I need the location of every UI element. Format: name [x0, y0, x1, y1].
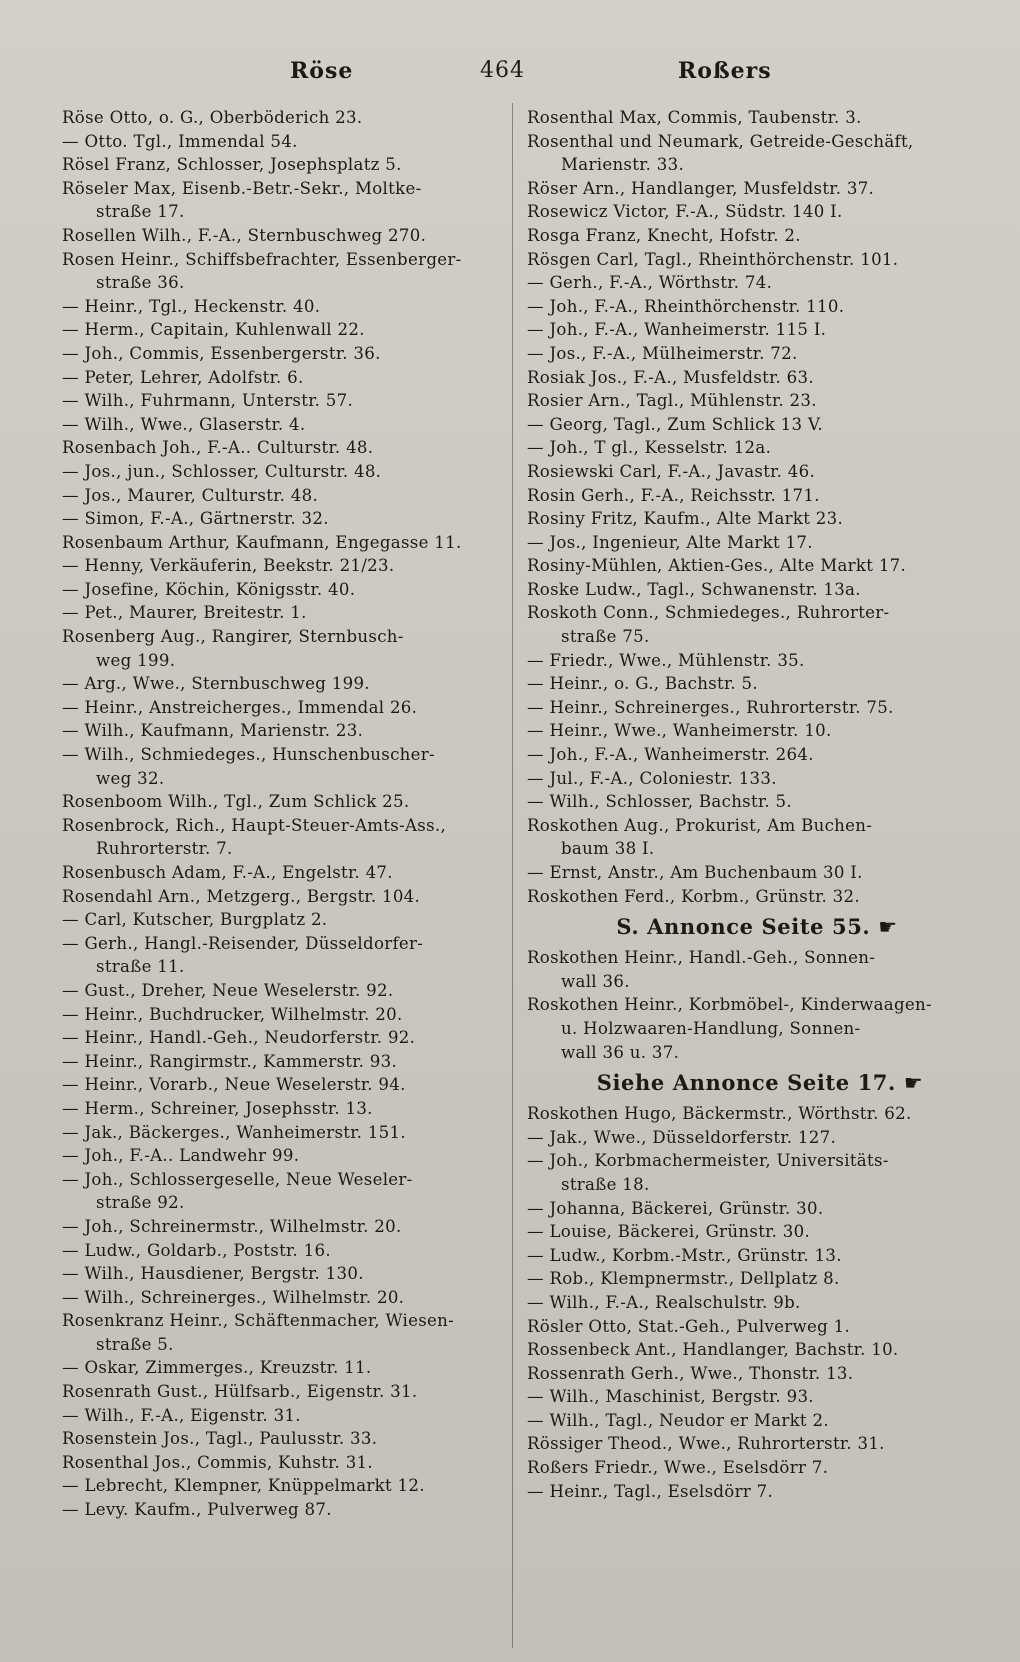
directory-entry-line: Roskothen Aug., Prokurist, Am Buchen- — [527, 815, 873, 835]
advertisement-text: Siehe Annonce Seite 17. — [596, 1070, 904, 1096]
directory-entry-line: Rosenstein Jos., Tagl., Paulusstr. 33. — [62, 1429, 378, 1449]
directory-entry-line: — Ludw., Korbm.-Mstr., Grünstr. 13. — [527, 1245, 842, 1265]
directory-entry-line: u. Holzwaaren-Handlung, Sonnen- — [561, 1018, 861, 1038]
directory-entry-line: Roskothen Hugo, Bäckermstr., Wörthstr. 62. — [527, 1104, 912, 1124]
directory-entry-line: Rosenboom Wilh., Tgl., Zum Schlick 25. — [62, 792, 410, 812]
directory-entry-line: Rosenthal und Neumark, Getreide-Geschäft, — [527, 131, 914, 151]
directory-entry-line: Roske Ludw., Tagl., Schwanenstr. 13a. — [527, 579, 861, 599]
directory-entry-line: Rosier Arn., Tagl., Mühlenstr. 23. — [527, 391, 817, 411]
advertisement-reference — [527, 908, 967, 946]
directory-entry-line: Rosenrath Gust., Hülfsarb., Eigenstr. 31. — [62, 1382, 418, 1402]
directory-entry-line: — Jak., Bäckerges., Wanheimerstr. 151. — [62, 1122, 406, 1142]
directory-entry-line: — Heinr., o. G., Bachstr. 5. — [527, 674, 758, 694]
directory-entry-line: — Simon, F.-A., Gärtnerstr. 32. — [62, 509, 329, 529]
directory-entry-line: — Wilh., F.-A., Realschulstr. 9b. — [527, 1292, 801, 1312]
directory-entry-line: — Georg, Tagl., Zum Schlick 13 V. — [527, 414, 823, 434]
directory-entry-line: — Wilh., Schreinerges., Wilhelmstr. 20. — [62, 1287, 405, 1307]
directory-entry-line: Rösler Otto, Stat.-Geh., Pulverweg 1. — [527, 1316, 851, 1336]
directory-entry-line: Rosewicz Victor, F.-A., Südstr. 140 I. — [527, 202, 843, 222]
directory-entry-line: wall 36. — [561, 971, 630, 991]
directory-entry-line: — Jul., F.-A., Coloniestr. 133. — [527, 768, 777, 788]
directory-entry-line: — Jak., Wwe., Düsseldorferstr. 127. — [527, 1127, 837, 1147]
directory-entry-line: — Louise, Bäckerei, Grünstr. 30. — [527, 1222, 811, 1242]
directory-entry-line: Rosellen Wilh., F.-A., Sternbuschweg 270. — [62, 225, 427, 245]
directory-entry-line: — Herm., Schreiner, Josephsstr. 13. — [62, 1098, 373, 1118]
page-number: 464 — [480, 58, 525, 83]
directory-entry-line: — Joh., T gl., Kesselstr. 12a. — [527, 438, 772, 458]
directory-entry-line: — Jos., Ingenieur, Alte Markt 17. — [527, 532, 813, 552]
directory-entry-line: — Josefine, Köchin, Königsstr. 40. — [62, 579, 356, 599]
directory-entry-line: — Carl, Kutscher, Burgplatz 2. — [62, 910, 328, 930]
directory-entry-line: Rosendahl Arn., Metzgerg., Bergstr. 104. — [62, 886, 421, 906]
directory-entry-line: Rosenthal Jos., Commis, Kuhstr. 31. — [62, 1452, 373, 1472]
directory-entry-line: Roskothen Heinr., Handl.-Geh., Sonnen- — [527, 948, 876, 968]
directory-entry-line: weg 32. — [96, 768, 165, 788]
directory-entry-line: Rosiny Fritz, Kaufm., Alte Markt 23. — [527, 509, 844, 529]
directory-entry-line: Rosenberg Aug., Rangirer, Sternbusch- — [62, 627, 404, 647]
directory-entry-line: Rossenbeck Ant., Handlanger, Bachstr. 10. — [527, 1340, 899, 1360]
directory-entry-line: Rosenbach Joh., F.-A.. Culturstr. 48. — [62, 438, 374, 458]
directory-entry-line: — Wilh., Kaufmann, Marienstr. 23. — [62, 721, 364, 741]
directory-entry-line: — Otto. Tgl., Immendal 54. — [62, 131, 298, 151]
directory-entry-line: — Heinr., Rangirmstr., Kammerstr. 93. — [62, 1051, 398, 1071]
directory-entry-line: — Wilh., Wwe., Glaserstr. 4. — [62, 414, 306, 434]
directory-entry-line: — Jos., F.-A., Mülheimerstr. 72. — [527, 343, 798, 363]
directory-entry-line: straße 17. — [96, 202, 185, 222]
directory-entry-line: — Wilh., Schmiedeges., Hunschenbuscher- — [62, 745, 435, 765]
directory-entry-line: Rosenthal Max, Commis, Taubenstr. 3. — [527, 108, 862, 127]
directory-entry-line: — Gust., Dreher, Neue Weselerstr. 92. — [62, 980, 394, 1000]
directory-entry-line: — Heinr., Handl.-Geh., Neudorferstr. 92. — [62, 1028, 416, 1048]
directory-entry-line: — Friedr., Wwe., Mühlenstr. 35. — [527, 650, 805, 670]
right-column — [527, 106, 967, 1503]
directory-entry-line: — Wilh., Maschinist, Bergstr. 93. — [527, 1387, 814, 1407]
directory-entry-line: wall 36 u. 37. — [561, 1042, 680, 1062]
directory-entry-line: straße 36. — [96, 273, 185, 293]
directory-entry-line: — Heinr., Schreinerges., Ruhrorterstr. 75. — [527, 697, 894, 717]
directory-entry-line: Ruhrorterstr. 7. — [96, 839, 233, 859]
directory-entry-line: — Wilh., Schlosser, Bachstr. 5. — [527, 792, 792, 812]
directory-entry-line: baum 38 I. — [561, 839, 655, 859]
directory-entry-line: — Levy. Kaufm., Pulverweg 87. — [62, 1500, 332, 1520]
directory-entry-line: straße 11. — [96, 957, 185, 977]
directory-entry-line: Rosiny-Mühlen, Aktien-Ges., Alte Markt 17. — [527, 556, 907, 576]
directory-entry-line: — Jos., jun., Schlosser, Culturstr. 48. — [62, 461, 382, 481]
directory-entry-line: — Wilh., Hausdiener, Bergstr. 130. — [62, 1264, 364, 1284]
directory-entry-line: Marienstr. 33. — [561, 155, 685, 175]
directory-entry-line: Rössiger Theod., Wwe., Ruhrorterstr. 31. — [527, 1434, 885, 1454]
directory-entry-line: Roskothen Ferd., Korbm., Grünstr. 32. — [527, 886, 860, 906]
directory-entry-line: — Joh., F.-A., Wanheimerstr. 115 I. — [527, 320, 827, 340]
directory-entry-line: — Joh., Schreinermstr., Wilhelmstr. 20. — [62, 1216, 402, 1236]
header-right-keyword: Roßers — [678, 58, 772, 84]
directory-entry-line: Rosga Franz, Knecht, Hofstr. 2. — [527, 225, 801, 245]
directory-entry-line: Rosenbaum Arthur, Kaufmann, Engegasse 11. — [62, 532, 462, 552]
directory-entry-line: — Rob., Klempnermstr., Dellplatz 8. — [527, 1269, 840, 1289]
directory-entry-line: Rosiewski Carl, F.-A., Javastr. 46. — [527, 461, 816, 481]
advertisement-reference — [527, 1064, 967, 1102]
directory-entry-line: — Gerh., F.-A., Wörthstr. 74. — [527, 273, 773, 293]
directory-entry-line: Rosen Heinr., Schiffsbefrachter, Essenberger- — [62, 249, 462, 269]
directory-entry-line: — Jos., Maurer, Culturstr. 48. — [62, 485, 319, 505]
header-left-keyword: Röse — [290, 58, 354, 84]
directory-entry-line: Rösel Franz, Schlosser, Josephsplatz 5. — [62, 155, 402, 175]
column-divider — [512, 103, 513, 1648]
directory-entry-line: — Heinr., Anstreicherges., Immendal 26. — [62, 697, 418, 717]
directory-entry-line: — Gerh., Hangl.-Reisender, Düsseldorfer- — [62, 933, 424, 953]
directory-entry-line: — Arg., Wwe., Sternbuschweg 199. — [62, 674, 370, 694]
directory-entry-line: — Oskar, Zimmerges., Kreuzstr. 11. — [62, 1358, 372, 1378]
directory-entry-line: weg 199. — [96, 650, 176, 670]
directory-entry-line: — Pet., Maurer, Breitestr. 1. — [62, 603, 307, 623]
directory-entry-line: — Herm., Capitain, Kuhlenwall 22. — [62, 320, 365, 340]
directory-entry-line: — Lebrecht, Klempner, Knüppelmarkt 12. — [62, 1476, 425, 1496]
directory-entry-line: — Joh., Korbmachermeister, Universitäts- — [527, 1151, 889, 1171]
directory-entry-line: Rosenkranz Heinr., Schäftenmacher, Wiesen- — [62, 1311, 455, 1331]
directory-entry-line: — Heinr., Vorarb., Neue Weselerstr. 94. — [62, 1075, 406, 1095]
directory-entry-line: Rossenrath Gerh., Wwe., Thonstr. 13. — [527, 1363, 854, 1383]
directory-entry-line: Rosiak Jos., F.-A., Musfeldstr. 63. — [527, 367, 814, 387]
directory-entry-line: — Henny, Verkäuferin, Beekstr. 21/23. — [62, 556, 395, 576]
directory-entry-line: — Joh., Commis, Essenbergerstr. 36. — [62, 343, 381, 363]
directory-entry-line: — Johanna, Bäckerei, Grünstr. 30. — [527, 1198, 824, 1218]
directory-entry-line: — Joh., F.-A.. Landwehr 99. — [62, 1146, 300, 1166]
advertisement-text: S. Annonce Seite 55. — [616, 914, 879, 940]
directory-entry-line: — Heinr., Tagl., Eselsdörr 7. — [527, 1481, 774, 1501]
directory-entry-line: Rosenbusch Adam, F.-A., Engelstr. 47. — [62, 863, 393, 882]
page-header — [0, 58, 1020, 88]
directory-entry-line: Rosenbrock, Rich., Haupt-Steuer-Amts-Ass., — [62, 815, 447, 835]
directory-entry-line: — Ernst, Anstr., Am Buchenbaum 30 I. — [527, 863, 863, 882]
directory-entry-line: Röser Arn., Handlanger, Musfeldstr. 37. — [527, 178, 875, 198]
directory-entry-line: straße 18. — [561, 1174, 650, 1194]
directory-entry-line: Röseler Max, Eisenb.-Betr.-Sekr., Moltke- — [62, 178, 422, 198]
directory-entry-line: — Heinr., Tgl., Heckenstr. 40. — [62, 296, 321, 316]
directory-entry-line: — Joh., F.-A., Wanheimerstr. 264. — [527, 745, 814, 765]
directory-entry-line: Roskothen Heinr., Korbmöbel-, Kinderwaagen- — [527, 995, 932, 1015]
pointing-hand-icon: ☛ — [878, 915, 898, 940]
directory-entry-line: — Heinr., Buchdrucker, Wilhelmstr. 20. — [62, 1004, 403, 1024]
directory-entry-line: Roskoth Conn., Schmiedeges., Ruhrorter- — [527, 603, 890, 623]
directory-entry-line: — Heinr., Wwe., Wanheimerstr. 10. — [527, 721, 832, 741]
directory-entry-line: straße 75. — [561, 627, 650, 647]
directory-entry-line: — Joh., F.-A., Rheinthörchenstr. 110. — [527, 296, 845, 316]
directory-entry-line: straße 92. — [96, 1193, 185, 1213]
left-column — [62, 106, 502, 1522]
directory-entry-line: — Ludw., Goldarb., Poststr. 16. — [62, 1240, 331, 1260]
directory-entry-line: — Wilh., F.-A., Eigenstr. 31. — [62, 1405, 301, 1425]
directory-entry-line: Rosin Gerh., F.-A., Reichsstr. 171. — [527, 485, 820, 505]
directory-entry-line: Röse Otto, o. G., Oberböderich 23. — [62, 108, 363, 127]
directory-entry-line: Rösgen Carl, Tagl., Rheinthörchenstr. 101. — [527, 249, 899, 269]
directory-entry-line: Roßers Friedr., Wwe., Eselsdörr 7. — [527, 1458, 829, 1478]
directory-entry-line: straße 5. — [96, 1334, 174, 1354]
directory-entry-line: — Wilh., Fuhrmann, Unterstr. 57. — [62, 391, 354, 411]
directory-entry-line: — Wilh., Tagl., Neudor er Markt 2. — [527, 1410, 829, 1430]
directory-entry-line: — Joh., Schlossergeselle, Neue Weseler- — [62, 1169, 413, 1189]
directory-entry-line: — Peter, Lehrer, Adolfstr. 6. — [62, 367, 304, 387]
pointing-hand-icon: ☛ — [903, 1071, 924, 1096]
